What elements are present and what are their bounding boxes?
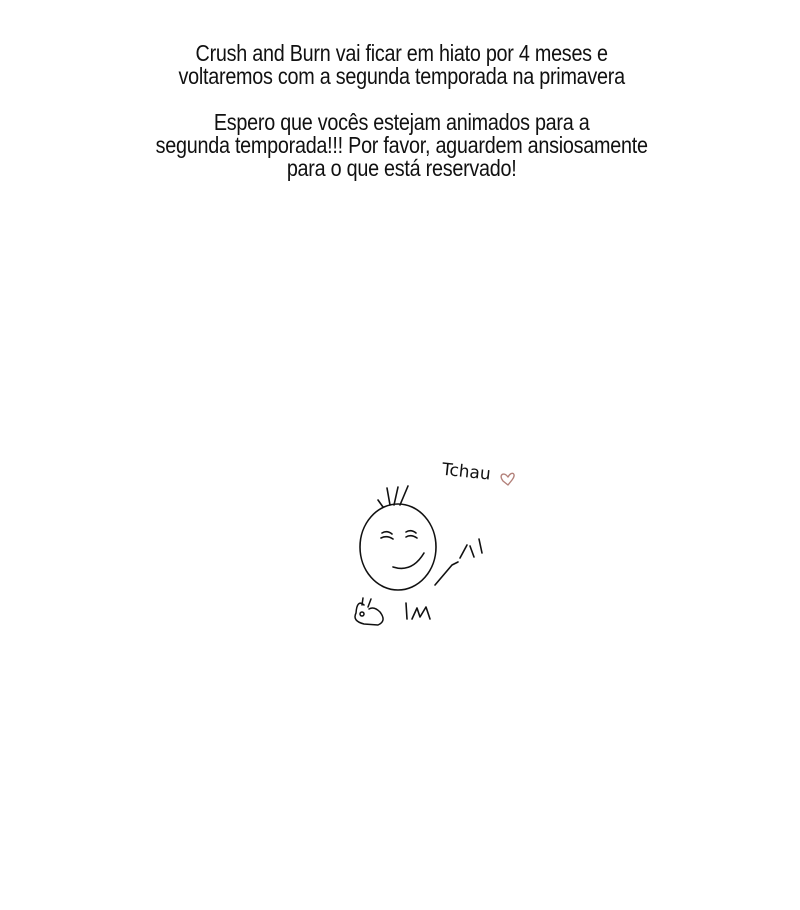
- notice-line: Crush and Burn vai ficar em hiato por 4 meses e: [195, 40, 608, 66]
- message-line: para o que está reservado!: [286, 155, 517, 181]
- heart-icon: [501, 473, 514, 485]
- bunny-icon: [355, 598, 383, 625]
- season-two-message: [58, 111, 746, 180]
- notice-line: voltaremos com a segunda temporada na primavera: [178, 63, 625, 89]
- waving-smiley-doodle: [340, 445, 540, 645]
- hiatus-notice: [58, 42, 746, 88]
- message-line: segunda temporada!!! Por favor, aguardem ansiosamente: [155, 132, 648, 158]
- message-line: Espero que vocês estejam animados para a: [213, 109, 590, 135]
- tchau-text: Tchau: [440, 459, 492, 485]
- smiley-face-icon: [360, 486, 482, 619]
